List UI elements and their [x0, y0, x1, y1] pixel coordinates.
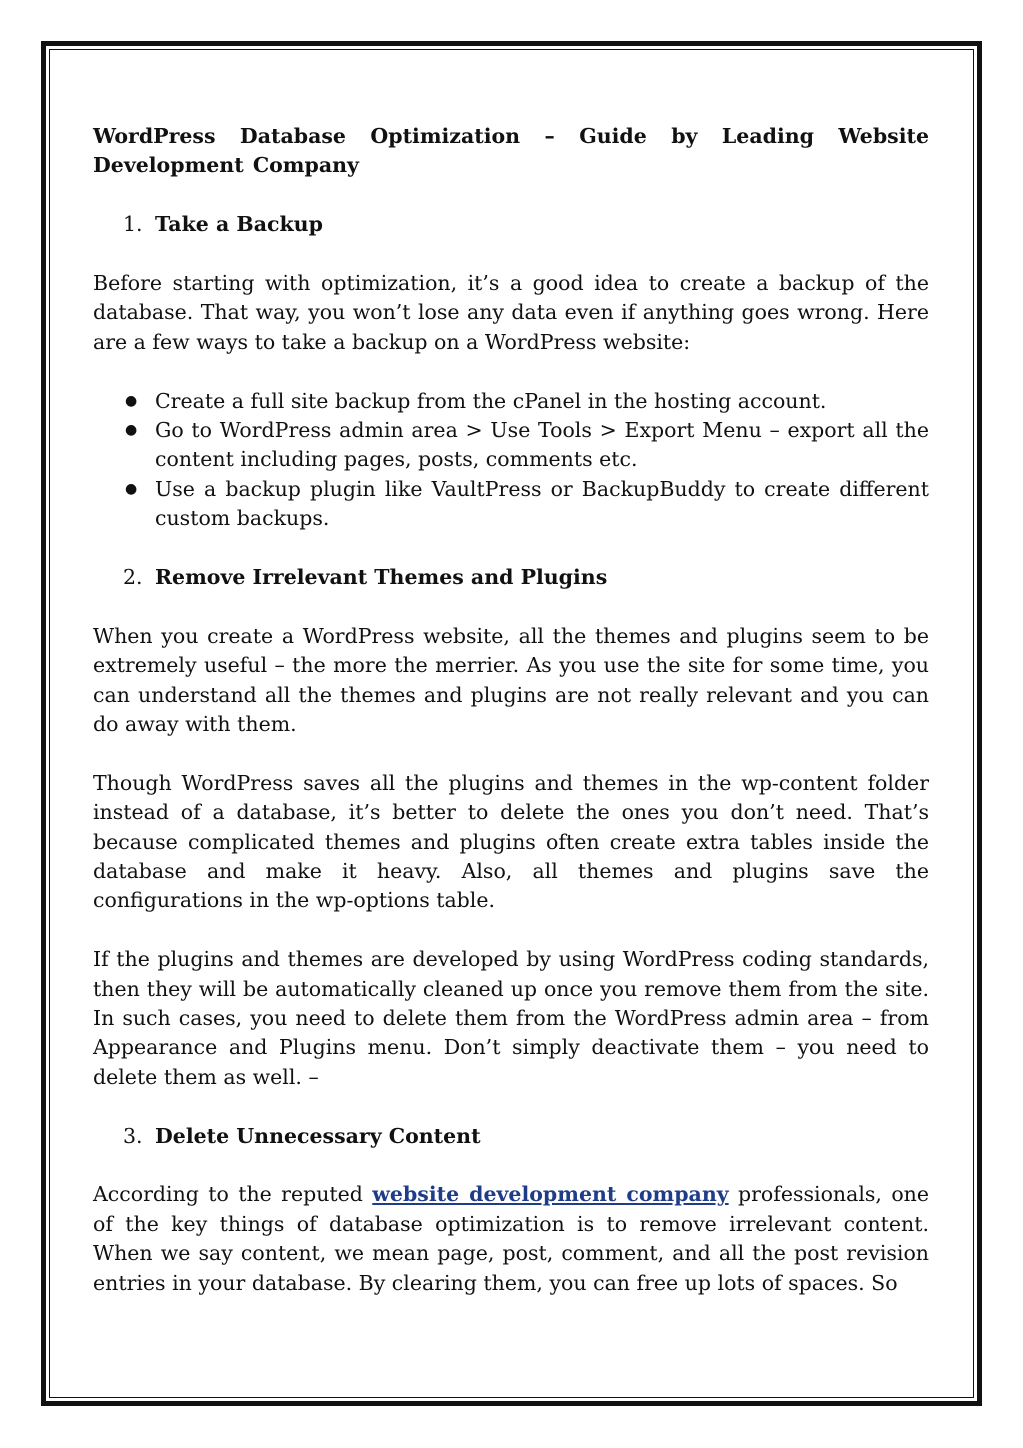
- section-heading-delete-content: [93, 1122, 929, 1151]
- bullet-icon: ●: [125, 422, 138, 439]
- document-title: [93, 122, 929, 181]
- paragraph: If the plugins and themes are developed by using WordPress coding standards, then they will be automatically cleaned up once you remove them from the site. In such cases, you need to delete them from the WordPress admin area – from Appearance and Plugins menu. Don’t simply deactivate them – you need to delete them as well. –: [93, 947, 929, 1089]
- list-item: ● Create a full site backup from the cPanel in the hosting account.: [93, 387, 929, 416]
- section-heading-take-backup: [93, 210, 929, 239]
- website-development-company-link[interactable]: website development company: [372, 1182, 729, 1207]
- bullet-icon: ●: [125, 392, 138, 409]
- section-number: 2.: [123, 565, 143, 590]
- title-line-2: Development Company: [93, 153, 359, 178]
- list-item: ● Use a backup plugin like VaultPress or BackupBuddy to create different custom backups.: [125, 476, 929, 531]
- section-number: 3.: [123, 1123, 143, 1148]
- paragraph: When you create a WordPress website, all the themes and plugins seem to be extremely useful – the more the merrier. As you use the site for some time, you can understand all the themes and plugins are not really relevant and you can do away with them.: [93, 623, 929, 737]
- bullet-icon: ●: [125, 480, 138, 497]
- paragraph: Though WordPress saves all the plugins and themes in the wp-content folder instead of a database, it’s better to delete the ones you don’t need. That’s because complicated themes and plugins often create extra tables inside the database and make it heavy. Also, all themes and plugins save the configurations in the wp-options table.: [93, 770, 929, 913]
- title-line-1: WordPress Database Optimization – Guide by Leading Website: [93, 124, 929, 148]
- section-title: Take a Backup: [155, 212, 323, 237]
- section-heading-remove-themes-plugins: [93, 563, 929, 592]
- paragraph: Before starting with optimization, it’s a good idea to create a backup of the database. That way, you won’t lose any data even if anything goes wrong. Here are a few ways to take a backup on a WordPress website:: [93, 271, 929, 354]
- backup-methods-list: [93, 387, 929, 534]
- list-item: ● Go to WordPress admin area > Use Tools > Export Menu – export all the content including pages, posts, comments etc.: [125, 418, 929, 472]
- document-content: [93, 122, 929, 1328]
- section-title: Delete Unnecessary Content: [155, 1123, 481, 1148]
- section-number: 1.: [123, 212, 143, 237]
- section-title: Remove Irrelevant Themes and Plugins: [155, 565, 608, 590]
- paragraph: According to the reputed website development company professionals, one of the key things of database optimization is to remove irrelevant content. When we say content, we mean page, post, comment, and all the post revision entries in your database. By clearing them, you can free up lots of spaces. So: [93, 1182, 929, 1295]
